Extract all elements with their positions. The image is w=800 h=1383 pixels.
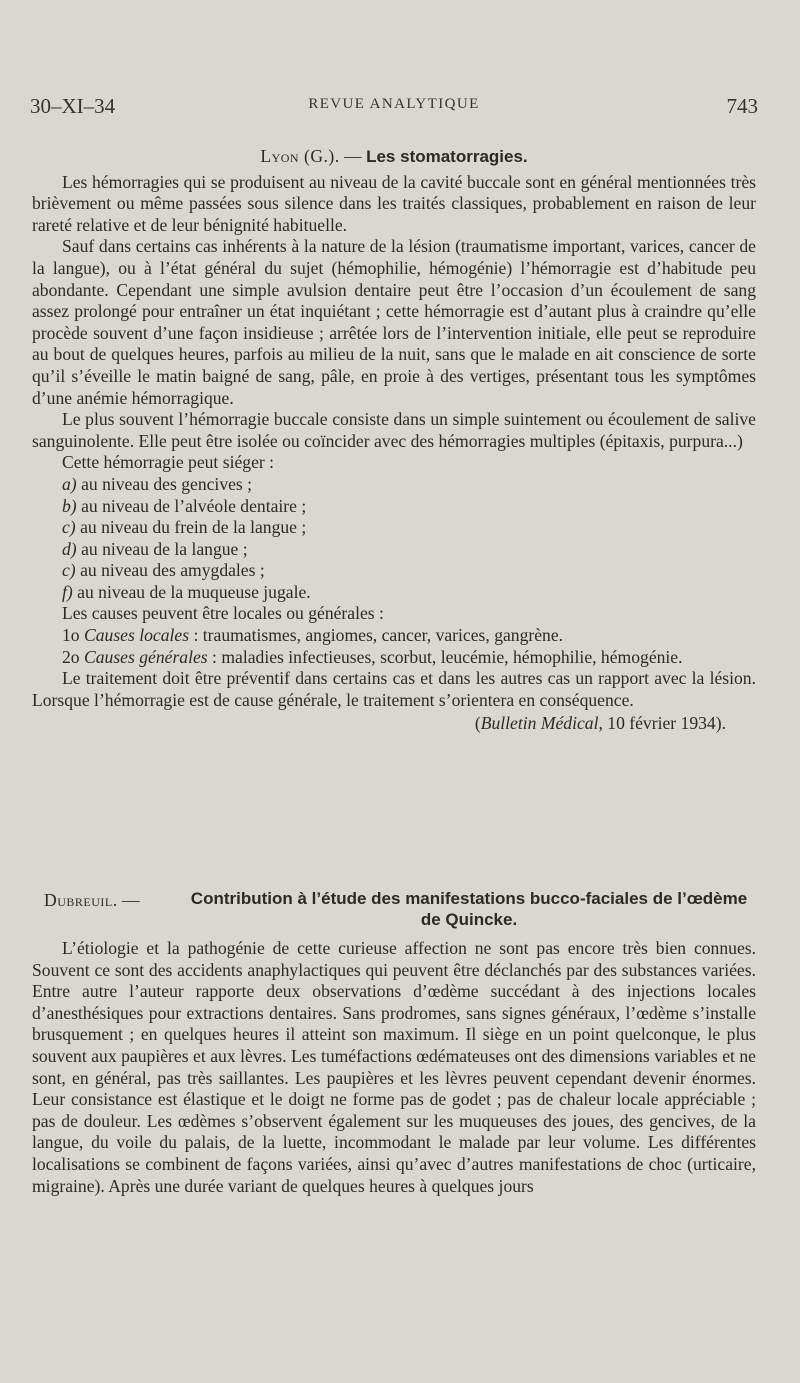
article-title-text: Les stomatorragies. xyxy=(366,147,528,166)
paragraph: Sauf dans certains cas inhérents à la nature de la lésion (traumatisme important, varices, cancer de la langue), ou à l’état général du sujet (hémophilie, hémogénie) l’hémorragie est d’habitude peu abondante. Cependant une simple avulsion dentaire peut être l’occasion d’un écoulement de sang assez prolongé pour entraîner un état inquiétant ; cette hémorragie est d’autant plus à craindre qu’elle procède souvent d’une façon insidieuse ; arrêtée lors de l’intervention initiale, elle peut se reproduire au bout de quelques heures, parfois au milieu de la nuit, sans que le malade en ait conscience de sorte qu’il s’éveille le matin baigné de sang, pâle, en proie à des vertiges, présentant tous les symptômes d’une anémie hémorragique. xyxy=(32,236,756,408)
list-item xyxy=(32,539,756,561)
list-item xyxy=(32,560,756,582)
header-date: 30–XI–34 xyxy=(30,94,116,118)
list-letter: d) xyxy=(62,538,77,559)
list-text: au niveau de la muqueuse jugale. xyxy=(77,581,311,602)
list-letter: a) xyxy=(62,473,77,494)
list-item xyxy=(32,517,756,539)
paragraph: Cette hémorragie peut siéger : xyxy=(62,452,275,473)
article-title xyxy=(32,888,756,932)
paragraph: L’étiologie et la pathogénie de cette curieuse affection ne sont pas encore très bien connues. Souvent ce sont des accidents anaphylactiques qui peuvent être déclanchés par des substances variées. Entre autre l’auteur rapporte deux observations d’œdème succédant à des injections locales d’anesthésiques pour extractions dentaires. Sans prodromes, sans signes généraux, l’œdème s’installe brusquement ; en quelques heures il atteint son maximum. Il siège en un point quelconque, le plus souvent aux paupières et aux lèvres. Les tuméfactions œdémateuses ont des dimensions variables et ne sont, en général, pas très saillantes. Les paupières et les lèvres peuvent cependant devenir énormes. Leur consistance est élastique et le doigt ne forme pas de godet ; pas de chaleur locale appréciable ; pas de douleur. Les œdèmes s’observent également sur les muqueuses des joues, des gencives, de la langue, du voile du palais, de la luette, incommodant le malade par leur volume. Les différentes localisations se combinent de façons variées, ainsi qu’avec d’autres manifestations de choc (urticaire, migraine). Après une durée variant de quelques heures à quelques jours xyxy=(32,938,756,1196)
list-letter: c) xyxy=(62,517,76,538)
title-dash: — xyxy=(339,146,367,166)
cause-local xyxy=(32,625,756,647)
article-oedeme-quincke xyxy=(32,888,756,1197)
article-title-text: Contribution à l’étude des manifestations bucco-faciales de l’œdème de Quincke. xyxy=(190,889,748,929)
cause-text: : maladies infectieuses, scorbut, leucémie, hémophilie, hémogénie. xyxy=(207,646,683,667)
list-letter: c) xyxy=(62,560,76,581)
paragraph: Le plus souvent l’hémorragie buccale consiste dans un simple suintement ou écoulement de salive sanguinolente. Elle peut être isolée ou coïncider avec des hémorragies multiples (épitaxis, purpura...) xyxy=(32,409,756,451)
paragraph-conclusion: Le traitement doit être préventif dans certains cas et dans les autres cas un rapport avec la lésion. Lorsque l’hémorragie est de cause générale, le traitement s’orientera en conséquence. xyxy=(32,668,756,710)
list-item xyxy=(32,474,756,496)
article-stomatorragies xyxy=(32,146,756,735)
cause-number: 1o xyxy=(62,625,80,646)
article-author: Dubreuil. xyxy=(44,890,118,910)
list-letter: f) xyxy=(62,581,73,602)
article-author: Lyon (G.). xyxy=(260,146,340,166)
list-text: au niveau du frein de la langue ; xyxy=(80,517,307,538)
source-date: 10 février 1934). xyxy=(602,713,726,734)
cause-number: 2o xyxy=(62,646,80,667)
list-text: au niveau des gencives ; xyxy=(81,473,253,494)
list-text: au niveau de la langue ; xyxy=(81,538,248,559)
title-dash: — xyxy=(117,890,140,910)
location-list xyxy=(32,474,756,604)
header-journal: REVUE ANALYTIQUE xyxy=(308,96,480,112)
header-page-number: 743 xyxy=(726,94,758,118)
list-text: au niveau des amygdales ; xyxy=(80,560,265,581)
source-citation: (Bulletin Médical, 10 février 1934). xyxy=(474,713,726,734)
list-item xyxy=(32,582,756,604)
paragraph: Les hémorragies qui se produisent au niveau de la cavité buccale sont en général mentionnées très brièvement ou même passées sous silence dans les traités classiques, probablement en raison de leur rareté relative et de leur bénignité habituelle. xyxy=(32,171,756,235)
article-title xyxy=(32,146,756,168)
causes-intro: Les causes peuvent être locales ou générales : xyxy=(62,603,384,624)
list-text: au niveau de l’alvéole dentaire ; xyxy=(81,495,307,516)
cause-general xyxy=(32,647,756,669)
cause-text: : traumatismes, angiomes, cancer, varices, gangrène. xyxy=(189,625,564,646)
list-item xyxy=(32,496,756,518)
source-title: Bulletin Médical, xyxy=(480,713,603,734)
list-letter: b) xyxy=(62,495,77,516)
cause-label: Causes générales xyxy=(84,646,208,667)
cause-label: Causes locales xyxy=(84,625,190,646)
running-header xyxy=(30,94,758,124)
